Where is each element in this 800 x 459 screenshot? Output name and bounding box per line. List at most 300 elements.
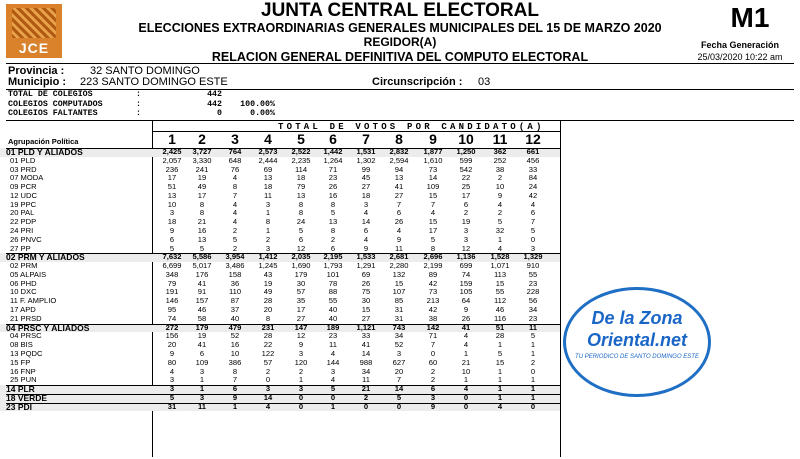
vote-cell: 49 — [197, 182, 207, 192]
vote-cell: 5,586 — [192, 252, 212, 262]
vote-cell: 1,329 — [523, 252, 543, 262]
row-label: 02 PRM — [10, 261, 38, 271]
vote-cell: 4 — [232, 208, 238, 218]
vote-cell: 11 — [362, 375, 370, 385]
row-label: 04 PRSC Y ALIADOS — [6, 322, 90, 333]
vote-cell: 74 — [167, 313, 177, 323]
watermark-logo — [563, 287, 711, 397]
vote-cell: 23 — [328, 331, 338, 341]
colegios-separator: : — [136, 109, 141, 118]
vote-cell: 9 — [463, 305, 469, 315]
vote-cell: 3 — [265, 384, 271, 394]
vote-cell: 1 — [497, 366, 503, 376]
vote-cell: 94 — [394, 164, 404, 174]
vote-cell: 55 — [495, 287, 505, 297]
party-row — [0, 280, 560, 289]
vote-cell: 146 — [165, 296, 179, 306]
vote-cell: 2,522 — [291, 147, 311, 156]
vote-cell: 1 — [199, 384, 205, 394]
vote-cell: 8 — [298, 199, 304, 209]
logo-text: JCE — [18, 40, 50, 56]
vote-cell: 11 — [528, 322, 538, 332]
vote-cell: 7 — [232, 375, 238, 385]
vote-cell: 14 — [361, 348, 371, 358]
vote-cell: 87 — [230, 296, 240, 306]
vote-cell: 910 — [526, 261, 540, 271]
row-label: 26 PNVC — [10, 234, 42, 244]
vote-cell: 120 — [294, 357, 308, 367]
vote-cell: 1,877 — [423, 147, 443, 156]
vote-cell: 46 — [197, 305, 207, 315]
row-label: 19 PPC — [10, 199, 37, 209]
vote-cell: 2,425 — [162, 147, 182, 156]
party-row — [0, 174, 560, 183]
colegios-value: 442 — [207, 90, 222, 99]
vote-cell: 45 — [361, 173, 371, 183]
vote-cell: 35 — [296, 296, 306, 306]
vote-cell: 31 — [394, 313, 404, 323]
vote-cell: 9 — [298, 340, 304, 350]
vote-cell: 6 — [463, 199, 469, 209]
vote-cell: 20 — [263, 305, 273, 315]
group-divider — [6, 324, 560, 325]
vote-cell: 1 — [530, 340, 536, 350]
vote-cell: 599 — [459, 155, 473, 165]
party-row — [0, 218, 560, 227]
vote-cell: 15 — [428, 217, 438, 227]
vote-cell: 52 — [394, 340, 404, 350]
vote-cell: 6 — [330, 243, 336, 253]
vote-cell: 71 — [328, 164, 338, 174]
vote-cell: 9 — [363, 243, 369, 253]
vote-cell: 3 — [330, 366, 336, 376]
group-row — [0, 403, 560, 412]
vote-cell: 2,195 — [323, 252, 343, 262]
vote-cell: 4 — [463, 331, 469, 341]
vote-cell: 8 — [330, 199, 336, 209]
party-row — [0, 376, 560, 385]
vote-cell: 132 — [392, 269, 406, 279]
vote-cell: 75 — [361, 287, 371, 297]
vote-cell: 1,793 — [323, 261, 343, 271]
colegios-label: COLEGIOS COMPUTADOS — [8, 99, 103, 109]
vote-cell: 3 — [199, 392, 205, 402]
vote-cell: 4 — [232, 199, 238, 209]
vote-cell: 0 — [298, 392, 304, 402]
municipio-value: 223 SANTO DOMINGO ESTE — [80, 76, 228, 88]
row-label: 01 PLD — [10, 155, 36, 165]
vote-cell: 14 — [428, 173, 438, 183]
party-row — [0, 166, 560, 175]
row-label: 13 PQDC — [10, 348, 43, 358]
vote-cell: 252 — [493, 155, 507, 165]
vote-cell: 6 — [396, 208, 402, 218]
vote-cell: 43 — [263, 269, 273, 279]
row-label: 23 PDI — [6, 401, 32, 412]
colegios-value: 442 — [207, 99, 222, 109]
vote-cell: 8 — [330, 226, 336, 236]
vote-cell: 1,690 — [291, 261, 311, 271]
row-label: 14 PLR — [6, 384, 35, 395]
vote-cell: 6 — [363, 226, 369, 236]
vote-cell: 2 — [497, 173, 503, 183]
vote-cell: 31 — [394, 305, 404, 315]
vote-cell: 38 — [428, 313, 438, 323]
vote-cell: 2,280 — [389, 261, 409, 271]
vote-cell: 2,235 — [291, 155, 311, 165]
group-row — [0, 394, 560, 403]
row-label: 02 PRM Y ALIADOS — [6, 252, 85, 263]
vote-cell: 9 — [497, 190, 503, 200]
municipio-label: Municipio : — [8, 76, 67, 88]
vote-cell: 2 — [430, 366, 436, 376]
vote-cell: 157 — [195, 296, 209, 306]
vote-cell: 8 — [232, 182, 238, 192]
vote-cell: 2 — [232, 243, 238, 253]
vote-cell: 52 — [230, 331, 240, 341]
party-row — [0, 297, 560, 306]
colegios-value: 0 — [217, 109, 222, 118]
vote-cell: 2 — [330, 234, 336, 244]
vote-cell: 3 — [298, 384, 304, 394]
vote-cell: 37 — [230, 305, 240, 315]
vote-cell: 542 — [459, 164, 473, 174]
row-label: 16 FNP — [10, 366, 36, 376]
vote-cell: 12 — [461, 243, 471, 253]
vote-cell: 13 — [263, 173, 273, 183]
candidate-number: 12 — [525, 131, 541, 147]
vote-cell: 13 — [328, 217, 338, 227]
vote-cell: 25 — [461, 182, 471, 192]
vote-cell: 228 — [526, 287, 540, 297]
row-label: 04 PRSC — [10, 331, 42, 341]
vote-cell: 0 — [396, 401, 402, 411]
party-row — [0, 332, 560, 341]
vote-cell: 4 — [169, 366, 175, 376]
vote-cell: 2,199 — [423, 261, 443, 271]
vote-cell: 113 — [493, 269, 507, 279]
vote-cell: 3,330 — [192, 155, 212, 165]
vote-cell: 1,610 — [423, 155, 443, 165]
vote-cell: 1 — [530, 384, 536, 394]
vote-cell: 101 — [326, 269, 340, 279]
vote-cell: 6 — [298, 234, 304, 244]
party-row — [0, 209, 560, 218]
vote-cell: 105 — [459, 287, 473, 297]
vote-cell: 1,250 — [456, 147, 476, 156]
vote-cell: 0 — [530, 366, 536, 376]
vote-cell: 3,954 — [225, 252, 245, 262]
provincia-value: 32 SANTO DOMINGO — [90, 65, 200, 77]
vote-cell: 2,681 — [389, 252, 409, 262]
vote-cell: 95 — [167, 305, 177, 315]
vote-cell: 2,696 — [423, 252, 443, 262]
group-divider — [6, 394, 560, 395]
colegios-percent: 0.00% — [250, 109, 275, 118]
vote-cell: 2 — [232, 226, 238, 236]
vote-cell: 4 — [463, 384, 469, 394]
vote-cell: 18 — [361, 190, 371, 200]
vote-cell: 11 — [329, 340, 337, 350]
group-column-header: Agrupación Política — [8, 137, 79, 146]
vote-cell: 8 — [265, 217, 271, 227]
party-row — [0, 341, 560, 350]
watermark-line2: Oriental.net — [586, 330, 688, 350]
vote-cell: 60 — [428, 357, 438, 367]
vote-cell: 16 — [197, 226, 207, 236]
vote-cell: 5 — [298, 226, 304, 236]
vote-cell: 6 — [232, 384, 238, 394]
vote-cell: 5 — [330, 384, 336, 394]
vote-cell: 4 — [232, 217, 238, 227]
vote-cell: 3 — [530, 243, 536, 253]
vote-cell: 5,017 — [192, 261, 212, 271]
candidate-number: 5 — [297, 131, 305, 147]
vote-cell: 2 — [265, 234, 271, 244]
vote-cell: 41 — [361, 340, 371, 350]
vote-cell: 91 — [197, 287, 207, 297]
vote-cell: 3 — [265, 243, 271, 253]
vote-cell: 241 — [195, 164, 209, 174]
row-label: 24 PRI — [10, 226, 34, 236]
vote-cell: 7,632 — [162, 252, 182, 262]
vote-cell: 236 — [165, 164, 179, 174]
vote-cell: 40 — [328, 313, 338, 323]
candidate-number: 4 — [264, 131, 272, 147]
vote-cell: 9 — [396, 234, 402, 244]
vote-cell: 7 — [396, 199, 402, 209]
vote-cell: 56 — [528, 296, 538, 306]
candidate-number: 9 — [429, 131, 437, 147]
vote-cell: 3 — [363, 199, 369, 209]
vote-cell: 19 — [263, 278, 273, 288]
vote-cell: 8 — [232, 366, 238, 376]
vote-cell: 1 — [530, 392, 536, 402]
vote-cell: 24 — [296, 217, 306, 227]
vote-cell: 11 — [395, 243, 403, 253]
vote-cell: 88 — [328, 287, 338, 297]
election-subtitle: ELECCIONES EXTRAORDINARIAS GENERALES MUNICIPALES DEL 15 DE MARZO 2020 — [138, 21, 662, 35]
party-row — [0, 183, 560, 192]
vote-cell: 42 — [428, 305, 438, 315]
vote-cell: 5 — [169, 243, 175, 253]
page-title: JUNTA CENTRAL ELECTORAL — [261, 0, 539, 21]
party-row — [0, 262, 560, 271]
vote-cell: 9 — [430, 401, 436, 411]
vote-cell: 16 — [328, 190, 338, 200]
vote-cell: 14 — [263, 392, 273, 402]
vote-cell: 19 — [197, 331, 207, 341]
vote-cell: 0 — [298, 401, 304, 411]
vote-cell: 179 — [294, 269, 308, 279]
vote-cell: 9 — [169, 348, 175, 358]
vote-cell: 0 — [463, 392, 469, 402]
vote-cell: 0 — [330, 392, 336, 402]
row-label: 08 BIS — [10, 340, 33, 350]
party-row — [0, 350, 560, 359]
vote-cell: 661 — [526, 147, 540, 156]
watermark-line1: De la Zona — [591, 308, 683, 328]
vote-cell: 3 — [169, 208, 175, 218]
vote-cell: 112 — [493, 296, 507, 306]
vote-cell: 8 — [298, 208, 304, 218]
vote-cell: 1,302 — [356, 155, 376, 165]
vote-cell: 1 — [265, 208, 271, 218]
vote-cell: 1 — [530, 375, 536, 385]
vote-cell: 89 — [428, 269, 438, 279]
vote-cell: 24 — [528, 182, 538, 192]
vote-cell: 1,264 — [323, 155, 343, 165]
vote-cell: 27 — [296, 313, 306, 323]
vote-cell: 21 — [461, 357, 471, 367]
vote-cell: 3 — [169, 375, 175, 385]
vote-cell: 4 — [430, 208, 436, 218]
divider — [6, 120, 794, 121]
vote-cell: 26 — [361, 278, 371, 288]
vote-cell: 5 — [169, 392, 175, 402]
group-row — [0, 253, 560, 262]
vote-cell: 27 — [361, 182, 371, 192]
vote-cell: 64 — [461, 296, 471, 306]
candidate-number: 10 — [458, 131, 474, 147]
row-label: 11 F. AMPLIO — [10, 296, 57, 306]
vote-cell: 4 — [363, 208, 369, 218]
vote-cell: 1 — [497, 384, 503, 394]
colegios-separator: : — [136, 99, 141, 109]
vote-cell: 1 — [265, 226, 271, 236]
row-label: 05 ALPAIS — [10, 269, 47, 279]
vote-cell: 179 — [195, 322, 209, 332]
vote-cell: 2,594 — [389, 155, 409, 165]
vote-cell: 19 — [461, 217, 471, 227]
vote-cell: 17 — [167, 173, 177, 183]
vote-cell: 699 — [459, 261, 473, 271]
vote-cell: 107 — [392, 287, 406, 297]
vote-cell: 5 — [530, 331, 536, 341]
vote-cell: 764 — [228, 147, 242, 156]
colegios-percent: 100.00% — [240, 99, 275, 109]
party-row — [0, 157, 560, 166]
vote-cell: 14 — [394, 384, 404, 394]
candidate-number: 3 — [231, 131, 239, 147]
vote-cell: 21 — [197, 217, 207, 227]
vote-cell: 23 — [528, 278, 538, 288]
vote-cell: 6 — [199, 348, 205, 358]
vote-cell: 1,136 — [456, 252, 476, 262]
vote-cell: 1,071 — [490, 261, 510, 271]
vote-cell: 79 — [167, 278, 177, 288]
vote-cell: 31 — [167, 401, 177, 411]
vote-cell: 4 — [463, 340, 469, 350]
vote-cell: 34 — [361, 366, 371, 376]
vote-cell: 30 — [361, 296, 371, 306]
vote-cell: 11 — [197, 401, 207, 411]
vote-cell: 147 — [294, 322, 308, 332]
vote-cell: 110 — [228, 287, 242, 297]
candidate-number: 2 — [198, 131, 206, 147]
vote-cell: 6 — [430, 384, 436, 394]
vote-cell: 272 — [165, 322, 179, 332]
vote-cell: 71 — [428, 331, 438, 341]
generation-date-label: Fecha Generación — [700, 40, 780, 50]
vote-cell: 5 — [330, 208, 336, 218]
row-label: 06 PHD — [10, 278, 37, 288]
vote-cell: 11 — [264, 190, 272, 200]
vote-cell: 109 — [426, 182, 440, 192]
party-row — [0, 306, 560, 315]
vote-cell: 2,057 — [162, 155, 182, 165]
vote-cell: 46 — [495, 305, 505, 315]
party-row — [0, 192, 560, 201]
vote-cell: 57 — [263, 357, 273, 367]
divider — [6, 63, 794, 64]
vote-cell: 51 — [167, 182, 177, 192]
vote-cell: 7 — [396, 375, 402, 385]
vote-cell: 191 — [165, 287, 179, 297]
vote-cell: 33 — [361, 331, 371, 341]
vote-cell: 0 — [265, 375, 271, 385]
vote-cell: 34 — [528, 305, 538, 315]
vote-cell: 0 — [463, 401, 469, 411]
vote-cell: 15 — [428, 190, 438, 200]
vote-cell: 69 — [361, 269, 371, 279]
vote-cell: 20 — [167, 340, 177, 350]
vote-cell: 5 — [396, 392, 402, 402]
row-label: 25 PUN — [10, 375, 37, 385]
column-divider — [560, 120, 561, 457]
vote-cell: 231 — [261, 322, 275, 332]
vote-cell: 2 — [497, 208, 503, 218]
row-label: 01 PLD Y ALIADOS — [6, 147, 83, 157]
vote-cell: 1,533 — [356, 252, 376, 262]
vote-cell: 1 — [497, 340, 503, 350]
vote-cell: 69 — [263, 164, 273, 174]
vote-cell: 2,832 — [389, 147, 409, 156]
party-row — [0, 227, 560, 236]
vote-cell: 3,727 — [192, 147, 212, 156]
vote-cell: 2,444 — [258, 155, 278, 165]
vote-cell: 23 — [328, 173, 338, 183]
vote-cell: 51 — [495, 322, 505, 332]
vote-cell: 58 — [197, 313, 207, 323]
vote-cell: 109 — [195, 357, 209, 367]
vote-cell: 42 — [528, 190, 538, 200]
vote-cell: 10 — [167, 199, 177, 209]
vote-cell: 8 — [199, 199, 205, 209]
vote-cell: 22 — [461, 173, 471, 183]
vote-cell: 479 — [228, 322, 242, 332]
vote-cell: 114 — [294, 164, 308, 174]
provincia-label: Provincia : — [8, 65, 65, 77]
vote-cell: 42 — [428, 278, 438, 288]
vote-cell: 1 — [463, 348, 469, 358]
party-row — [0, 288, 560, 297]
vote-cell: 17 — [197, 190, 207, 200]
vote-cell: 4 — [396, 226, 402, 236]
vote-cell: 2 — [430, 375, 436, 385]
votes-header: TOTAL DE VOTOS POR CANDIDATO(A) — [278, 122, 545, 132]
vote-cell: 5 — [497, 348, 503, 358]
vote-cell: 142 — [426, 322, 440, 332]
colegios-label: TOTAL DE COLEGIOS — [8, 90, 93, 99]
vote-cell: 2 — [265, 366, 271, 376]
vote-cell: 2 — [363, 392, 369, 402]
vote-cell: 3 — [463, 226, 469, 236]
vote-cell: 159 — [459, 278, 473, 288]
group-divider — [6, 253, 560, 254]
vote-cell: 158 — [228, 269, 242, 279]
vote-cell: 3,486 — [225, 261, 245, 271]
